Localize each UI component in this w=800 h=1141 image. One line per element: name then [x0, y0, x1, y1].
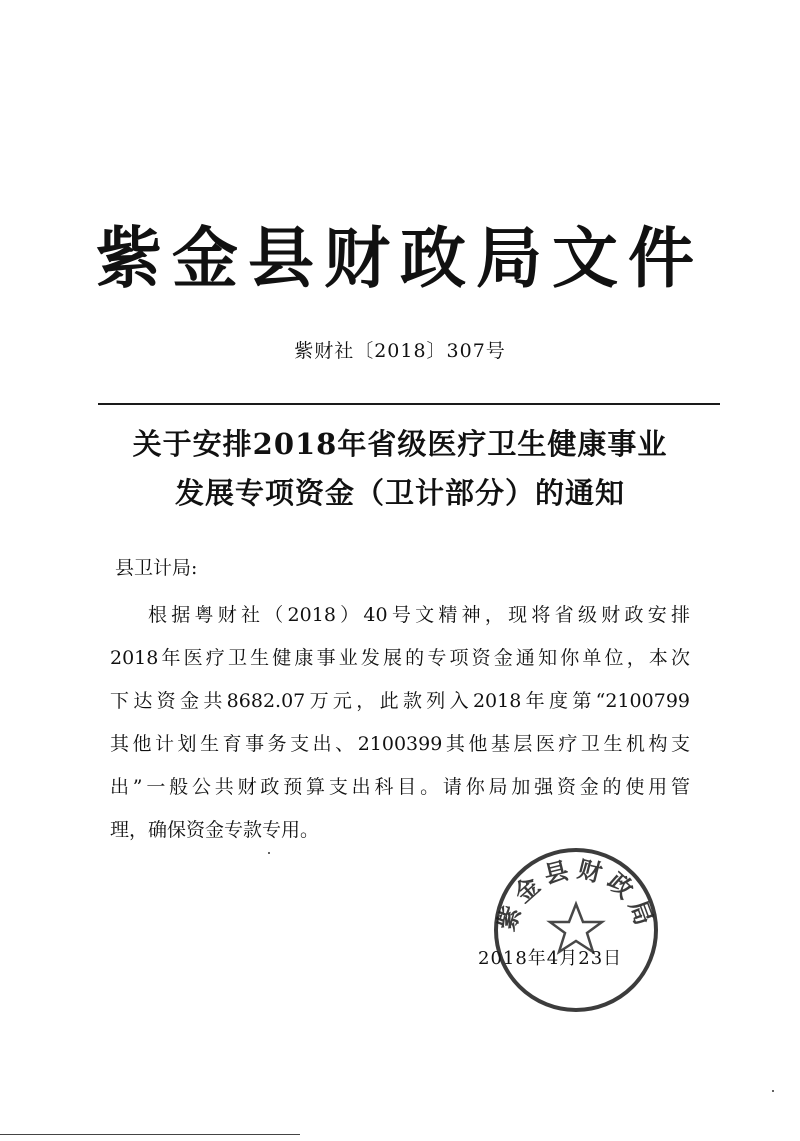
notice-title-line-2: 发展专项资金（卫计部分）的通知 — [174, 476, 625, 510]
body-line: 其他计划生育事务支出、2100399其他基层医疗卫生机构支 — [110, 733, 690, 755]
official-seal-stamp — [488, 842, 664, 1018]
document-number: 紫财社〔2018〕307号 — [294, 340, 506, 362]
scan-edge-line — [0, 1134, 300, 1135]
body-line: 出”一般公共财政预算支出科目。请你局加强资金的使用管 — [110, 776, 690, 798]
salutation: 县卫计局: — [115, 557, 198, 579]
svg-text:紫金县财政局: 紫金县财政局 — [492, 854, 660, 935]
body-line: 根据粤财社（2018）40号文精神，现将省级财政安排 — [148, 604, 690, 626]
issue-date: 2018年4月23日 — [478, 948, 623, 969]
scan-speck — [268, 852, 270, 854]
header-divider — [98, 403, 720, 405]
body-line: 下达资金共8682.07万元，此款列入2018年度第“2100799 — [110, 690, 690, 712]
scan-speck — [772, 1090, 774, 1092]
issuer-header: 紫金县财政局文件 — [96, 220, 704, 297]
notice-title-line-1: 关于安排2018年省级医疗卫生健康事业 — [132, 427, 668, 461]
body-line: 理，确保资金专款专用。 — [110, 819, 320, 841]
body-line: 2018年医疗卫生健康事业发展的专项资金通知你单位，本次 — [110, 647, 690, 669]
